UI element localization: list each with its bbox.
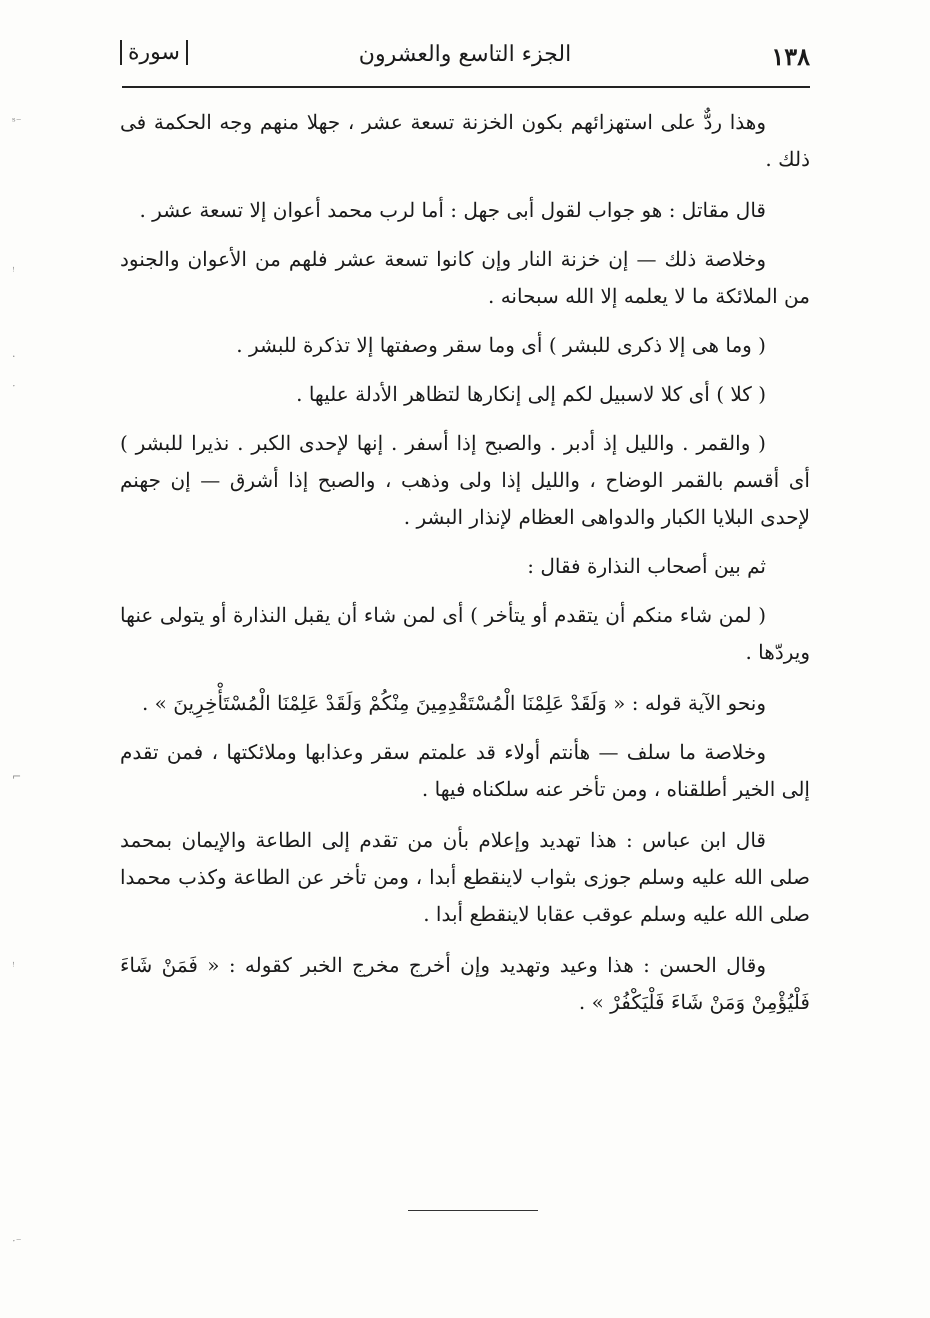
scan-mark: ꜝ [12,960,15,973]
paragraph: قال ابن عباس : هذا تهديد وإعلام بأن من تقدم إلى الطاعة والإيمان بمحمد صلى الله عليه وسلم جوزى بثواب لاينقطع أبدا ، ومن تأخر عن الطاعة وكذب محمدا صلى الله عليه وسلم عوقب عقابا لاينقطع أبدا . [120,828,810,926]
paragraph: ( والقمر . والليل إذ أدبر . والصبح إذا أسفر . إنها لإحدى الكبر . نذيرا للبشر ) أى أقسم بالقمر الوضاح ، والليل إذا ولى وذهب ، والصبح إذا أشرق — إن جهنم لإحدى البلايا الكبار والدواهى العظام لإنذار البشر . [120,431,810,529]
scan-mark: ꜝ [12,265,15,278]
paragraph: وقال الحسن : هذا وعيد وتهديد وإن أخرج مخرج الخبر كقوله : « فَمَنْ شَاءَ فَلْيُؤْمِنْ وَمَنْ شَاءَ فَلْيَكْفُرْ » . [120,953,810,1014]
scan-mark: ˑ [12,380,16,393]
page-header [120,38,810,78]
header-rule [122,86,810,88]
scan-mark: ⌐ [12,770,22,783]
running-title: الجزء التاسع والعشرون [358,42,572,67]
paragraph: وهذا ردٌّ على استهزائهم بكون الخزنة تسعة عشر ، جهلا منهم وجه الحكمة فى ذلك . [120,110,810,171]
page-number: ١٣٨ [771,42,810,71]
scan-mark: · [12,350,16,363]
paragraph: وخلاصة ما سلف — هأنتم أولاء قد علمتم سقر وعذابها وملائكتها ، فمن تقدم إلى الخير أطلقناه ، ومن تأخر عنه سلكناه فيها . [120,740,810,801]
scan-mark: ⁻ˑ [12,1235,22,1248]
body-text [120,104,810,1033]
paragraph: قال مقاتل : هو جواب لقول أبى جهل : أما لرب محمد أعوان إلا تسعة عشر . [139,198,766,222]
paragraph: ( لمن شاء منكم أن يتقدم أو يتأخر ) أى لمن شاء أن يقبل النذارة أو يتولى عنها ويردّها . [120,603,810,664]
paragraph: ( وما هى إلا ذكرى للبشر ) أى وما سقر وصفتها إلا تذكرة للبشر . [236,333,766,357]
paragraph: ( كلا ) أى كلا لاسبيل لكم إلى إنكارها لتظاهر الأدلة عليها . [296,382,766,406]
paragraph: ثم بين أصحاب النذارة فقال : [527,554,766,578]
paragraph: ونحو الآية قوله : « وَلَقَدْ عَلِمْنَا الْمُسْتَقْدِمِينَ مِنْكُمْ وَلَقَدْ عَلِمْنَا الْمُسْتَأْخِرِينَ » . [141,691,766,715]
paragraph: وخلاصة ذلك — إن خزنة النار وإن كانوا تسعة عشر فلهم من الأعوان والجنود من الملائكة ما لا يعلمه إلا الله سبحانه . [120,247,810,308]
footer-rule [408,1210,538,1211]
scan-mark: ⁻ˢ [12,115,22,128]
surah-label: سورة [120,40,188,65]
